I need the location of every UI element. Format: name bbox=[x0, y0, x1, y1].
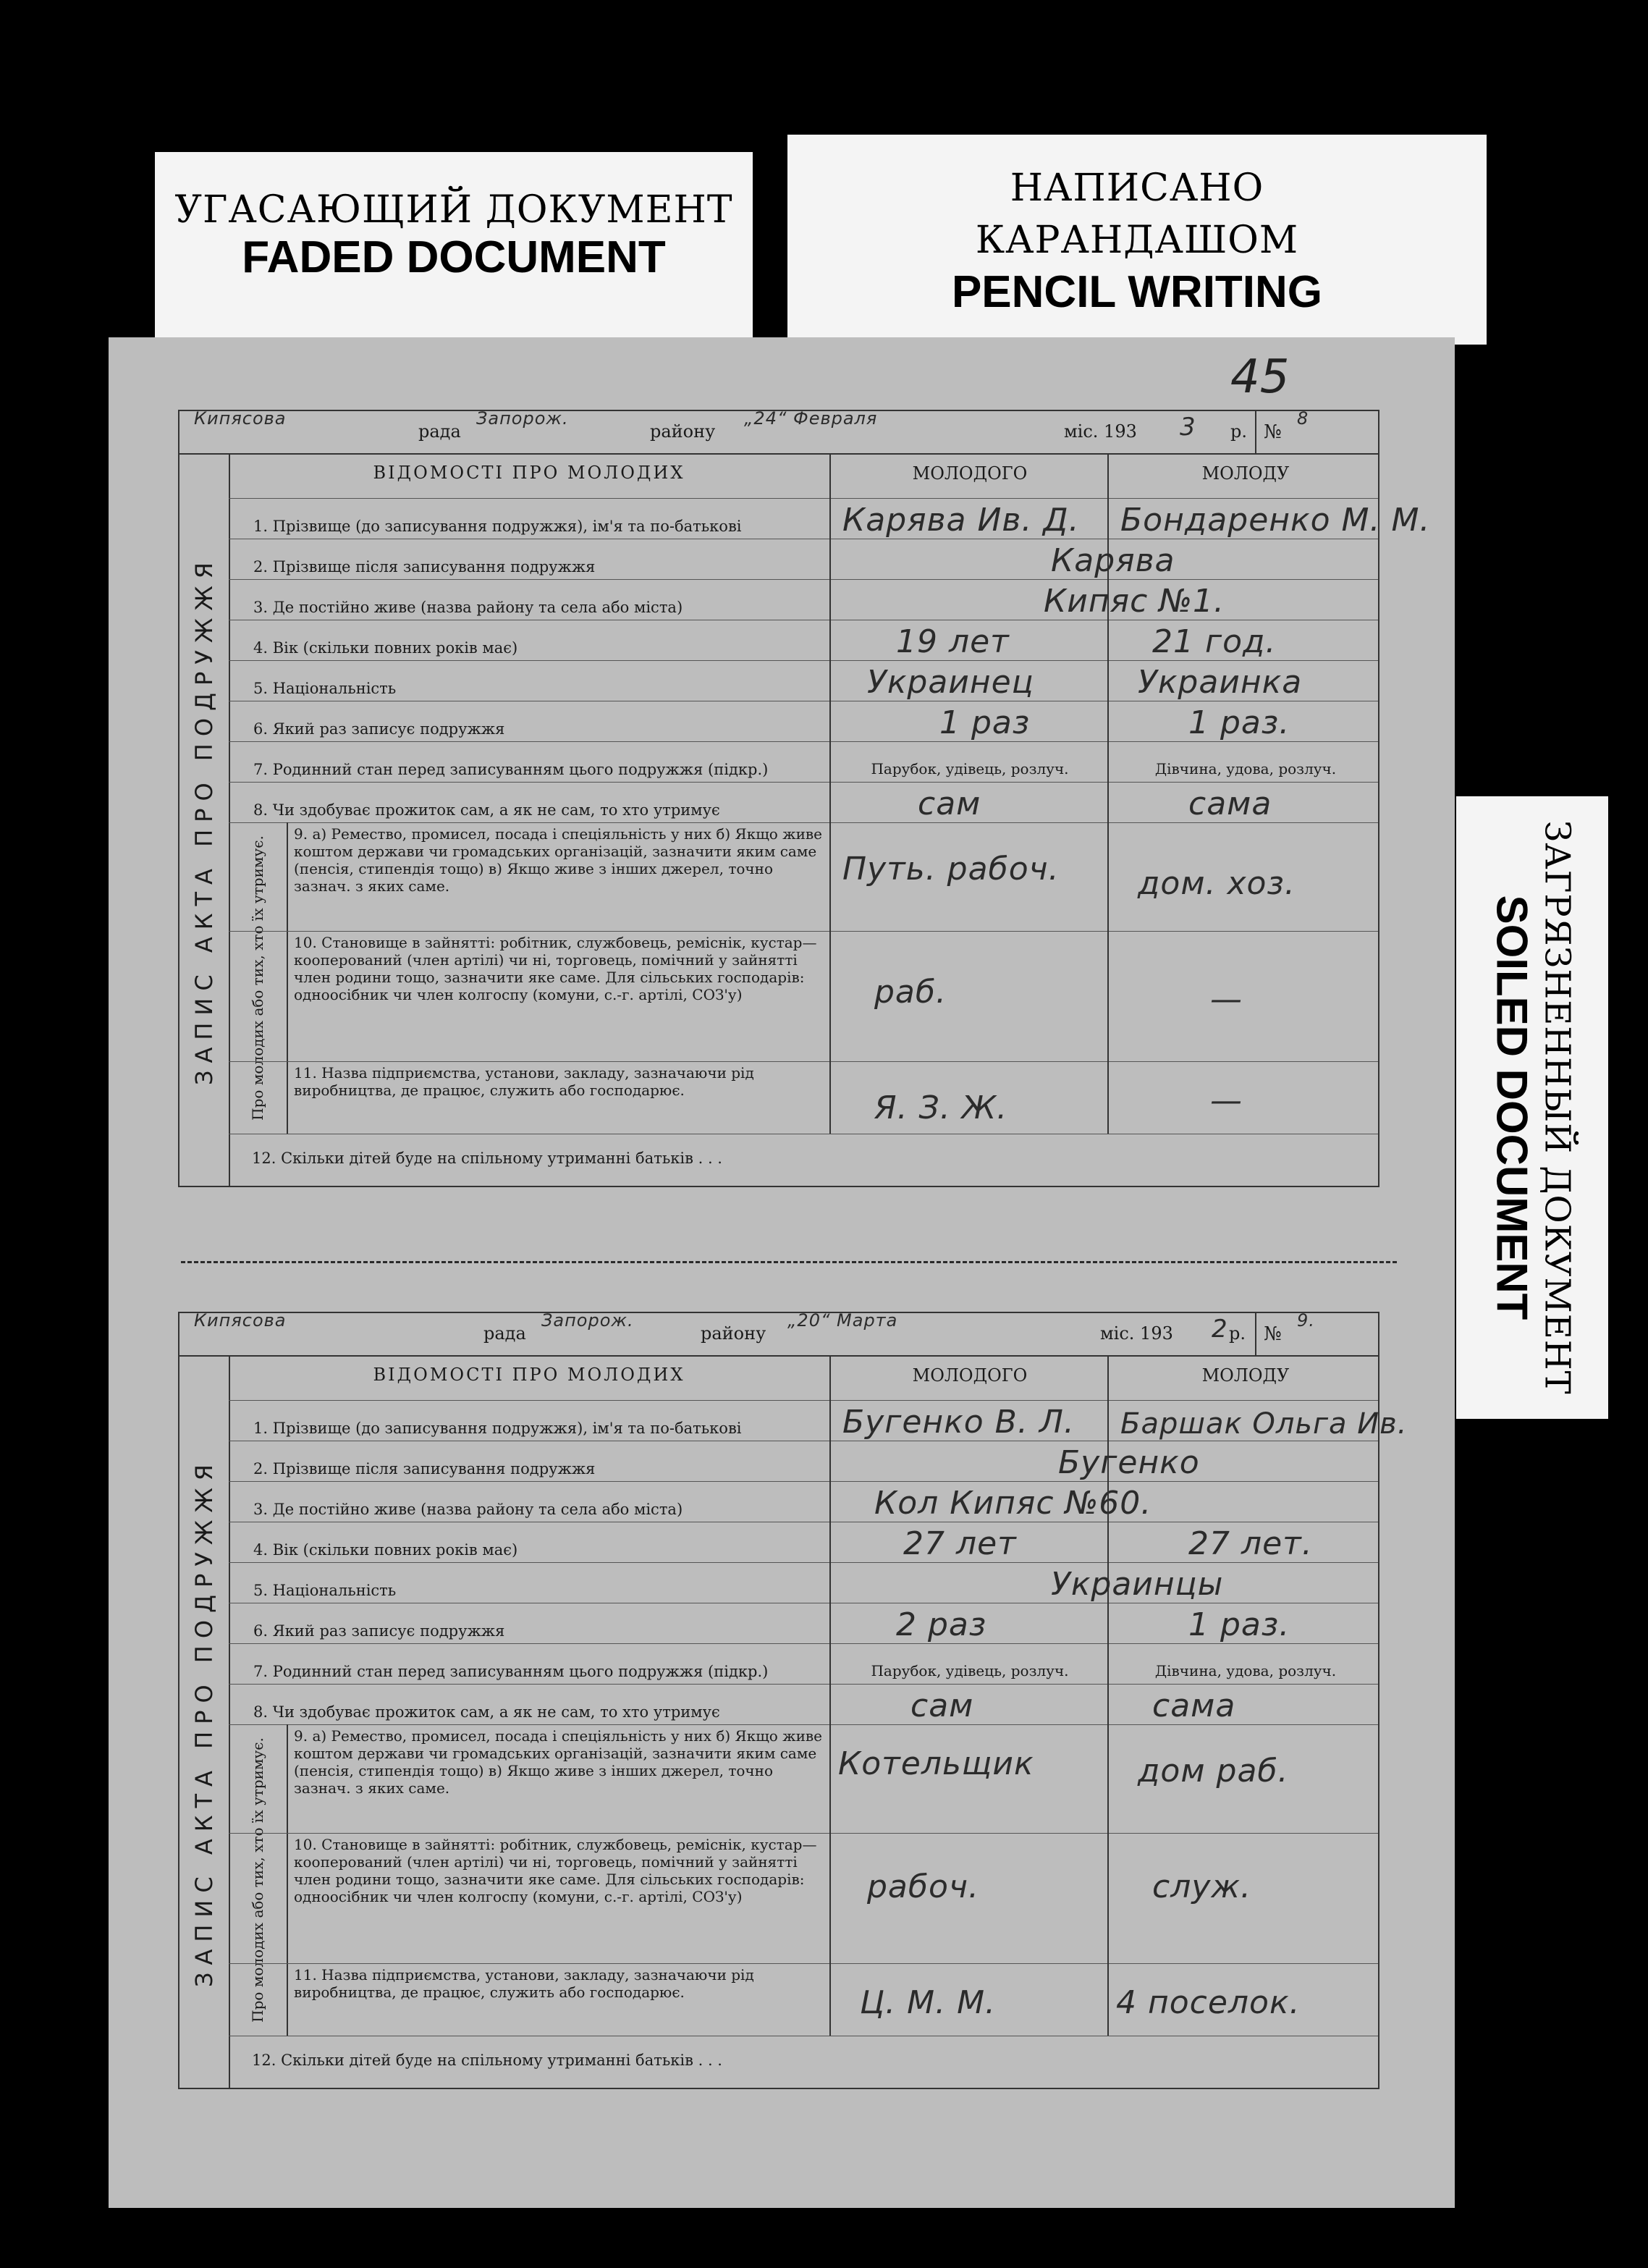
table-head-row bbox=[229, 455, 1378, 499]
residence: Кол Кипяс №60. bbox=[874, 1485, 1152, 1522]
record-1-side-title: ЗАПИС АКТА ПРО ПОДРУЖЖЯ bbox=[179, 455, 230, 1186]
row-support: 8. Чи здобуває прожиток сам, а як не сам, то хто утримує сам сама bbox=[229, 1684, 1378, 1725]
record-2-number-box bbox=[1255, 1310, 1378, 1357]
row-marital: 7. Родинний стан перед записуванням цього подружжя (підкр.) Парубок, удівець, розлуч. Дівчина, удова, розлуч. bbox=[229, 1643, 1378, 1685]
record-1-table bbox=[178, 453, 1431, 1187]
bride-age: 21 год. bbox=[1152, 623, 1277, 660]
residence: Кипяс №1. bbox=[1044, 583, 1225, 620]
groom-occupation: Котельщик bbox=[838, 1745, 1034, 1782]
rayon-label: району bbox=[650, 421, 716, 442]
bride-support: сама bbox=[1188, 785, 1272, 822]
rada-label: рада bbox=[483, 1323, 526, 1344]
row-status: 10. Становище в зайнятті: робітник, службовець, реміснік, кустар—кооперований (член артілі) чи ні, торговець, помічний у зайнятті член родини тощо, зазначити яке саме. Для сільських господарів: одноосібник чи член колгоспу (комуни, с.-г. артілі, СОЗ'у) рабоч. служ. bbox=[229, 1833, 1378, 1964]
record-1-village: Кипясова bbox=[194, 408, 287, 429]
row-workplace: 11. Назва підприємства, установи, закладу, зазначаючи рід виробництва, де працює, служить або господарює. Я. З. Ж. — bbox=[229, 1061, 1378, 1134]
row-support: 8. Чи здобуває прожиток сам, а як не сам, то хто утримує сам сама bbox=[229, 782, 1378, 823]
groom-support: сам bbox=[918, 785, 981, 822]
pencil-label-en: PENCIL WRITING bbox=[951, 267, 1323, 317]
bride-name: Баршак Ольга Ив. bbox=[1120, 1407, 1408, 1441]
groom-age: 19 лет bbox=[896, 623, 1010, 660]
record-2-number: 9. bbox=[1297, 1310, 1315, 1331]
row-name: 1. Прізвище (до записування подружжя), ім'я та по-батькові Бугенко В. Л. Баршак Ольга Ив. bbox=[229, 1400, 1378, 1441]
row-residence: 3. Де постійно живе (назва району та села або міста) Кол Кипяс №60. bbox=[229, 1481, 1378, 1522]
nationality: Украинцы bbox=[1051, 1566, 1224, 1603]
rada-label: рада bbox=[418, 421, 461, 442]
record-1 bbox=[178, 408, 1431, 1206]
r-label: р. bbox=[1229, 1323, 1246, 1344]
bride-nationality: Украинка bbox=[1138, 664, 1303, 701]
head-groom: МОЛОДОГО bbox=[912, 1365, 1028, 1386]
row-occupation: 9. а) Ремество, промисел, посада і спеціяльність у них б) Якщо живе коштом держави чи громадських організацій, зазначити яким саме (пенсія, стипендія тощо) в) Якщо живе з інших джерел, точно зазнач. з яких саме. Путь. рабоч. дом. хоз. bbox=[229, 822, 1378, 932]
row-age: 4. Вік (скільки повних років має) 19 лет 21 год. bbox=[229, 620, 1378, 661]
head-bride: МОЛОДУ bbox=[1201, 463, 1290, 484]
record-2-date: „20“ Марта bbox=[787, 1310, 898, 1331]
row-times: 6. Який раз записує подружжя 2 раз 1 раз. bbox=[229, 1603, 1378, 1644]
bride-surname-after: Карява bbox=[1051, 542, 1175, 579]
pencil-label-ru-1: НАПИСАНО bbox=[1010, 166, 1264, 210]
head-question: ВІДОМОСТІ ПРО МОЛОДИХ bbox=[373, 463, 685, 483]
row-surname-after: 2. Прізвище після записування подружжя Бугенко bbox=[229, 1441, 1378, 1482]
groom-occupation: Путь. рабоч. bbox=[842, 851, 1060, 888]
row-marital: 7. Родинний стан перед записуванням цього подружжя (підкр.) Парубок, удівець, розлуч. Дівчина, удова, розлуч. bbox=[229, 741, 1378, 783]
row-times: 6. Який раз записує подружжя 1 раз 1 раз. bbox=[229, 701, 1378, 742]
record-1-header bbox=[178, 410, 1379, 455]
record-1-sub-side: Про молодих або тих, хто їх утримує. bbox=[229, 822, 288, 1134]
row-age: 4. Вік (скільки повних років має) 27 лет 27 лет. bbox=[229, 1522, 1378, 1563]
faded-label-ru: УГАСАЮЩИЙ ДОКУМЕНТ bbox=[174, 188, 733, 232]
groom-workplace: Я. З. Ж. bbox=[874, 1089, 1008, 1126]
head-bride: МОЛОДУ bbox=[1201, 1365, 1290, 1386]
head-groom: МОЛОДОГО bbox=[912, 463, 1028, 484]
page-number: 45 bbox=[1230, 350, 1290, 404]
row-nationality: 5. Національність Украинцы bbox=[229, 1562, 1378, 1603]
record-2-sub-side: Про молодих або тих, хто їх утримує. bbox=[229, 1724, 288, 2036]
record-1-number-box bbox=[1255, 408, 1378, 455]
row-status: 10. Становище в зайнятті: робітник, службовець, реміснік, кустар—кооперований (член артілі) чи ні, торговець, помічний у зайнятті член родини тощо, зазначити яке саме. Для сільських господарів: одноосібник чи член колгоспу (комуни, с.-г. артілі, СОЗ'у) раб. — bbox=[229, 931, 1378, 1062]
bride-surname-after: Бугенко bbox=[1058, 1444, 1200, 1481]
bride-occupation: дом. хоз. bbox=[1138, 865, 1296, 902]
table-head-row bbox=[229, 1357, 1378, 1401]
rayon-label: району bbox=[701, 1323, 766, 1344]
record-1-year-digit: 3 bbox=[1180, 413, 1196, 442]
bride-age: 27 лет. bbox=[1188, 1525, 1313, 1562]
record-2-district: Запорож. bbox=[541, 1310, 634, 1331]
row-workplace: 11. Назва підприємства, установи, закладу, зазначаючи рід виробництва, де працює, служить або господарює. Ц. М. М. 4 поселок. bbox=[229, 1963, 1378, 2036]
row-name: 1. Прізвище (до записування подружжя), ім'я та по-батькові Карява Ив. Д. Бондаренко М. М. bbox=[229, 498, 1378, 539]
children-question: 12. Скільки дітей буде на спільному утриманні батьків . . . bbox=[252, 1150, 722, 1167]
bride-status: — bbox=[1210, 981, 1243, 1018]
bride-times: 1 раз. bbox=[1188, 1606, 1290, 1643]
row-nationality: 5. Національність Украинец Украинка bbox=[229, 660, 1378, 701]
row-surname-after: 2. Прізвище після записування подружжя Карява bbox=[229, 539, 1378, 580]
bride-times: 1 раз. bbox=[1188, 704, 1290, 741]
month-year-label: міс. 193 bbox=[1100, 1323, 1173, 1344]
bride-name: Бондаренко М. М. bbox=[1120, 502, 1431, 539]
record-2-year-digit: 2 bbox=[1212, 1315, 1228, 1344]
bride-occupation: дом раб. bbox=[1138, 1753, 1289, 1789]
record-2-table bbox=[178, 1355, 1408, 2089]
soiled-document-label bbox=[1456, 796, 1608, 1419]
groom-support: сам bbox=[910, 1687, 974, 1724]
groom-times: 2 раз bbox=[896, 1606, 987, 1643]
cut-line bbox=[181, 1261, 1397, 1263]
groom-workplace: Ц. М. М. bbox=[860, 1984, 997, 2021]
number-label: № bbox=[1264, 421, 1282, 443]
month-year-label: міс. 193 bbox=[1064, 421, 1137, 442]
groom-nationality: Украинец bbox=[867, 664, 1034, 701]
bride-workplace: 4 поселок. bbox=[1116, 1984, 1301, 2021]
soiled-label-en: SOILED DOCUMENT bbox=[1487, 895, 1537, 1320]
bride-workplace: — bbox=[1210, 1082, 1243, 1119]
r-label: р. bbox=[1230, 421, 1247, 442]
record-2 bbox=[178, 1310, 1408, 2108]
bride-status: служ. bbox=[1152, 1868, 1251, 1905]
pencil-label-ru-2: КАРАНДАШОМ bbox=[975, 219, 1299, 262]
groom-status: рабоч. bbox=[867, 1868, 979, 1905]
pencil-writing-label bbox=[787, 135, 1487, 345]
groom-times: 1 раз bbox=[939, 704, 1031, 741]
record-2-header bbox=[178, 1312, 1379, 1357]
record-1-number: 8 bbox=[1297, 408, 1309, 429]
groom-name: Карява Ив. Д. bbox=[842, 502, 1080, 539]
row-occupation: 9. а) Ремество, промисел, посада і спеціяльність у них б) Якщо живе коштом держави чи громадських організацій, зазначити яким саме (пенсія, стипендія тощо) в) Якщо живе з інших джерел, точно зазнач. з яких саме. Котельщик дом раб. bbox=[229, 1724, 1378, 1834]
row-residence: 3. Де постійно живе (назва району та села або міста) Кипяс №1. bbox=[229, 579, 1378, 620]
record-1-date: „24“ Февраля bbox=[744, 408, 878, 429]
soiled-label-ru: ЗАГРЯЗНЕННЫЙ ДОКУМЕНТ bbox=[1537, 820, 1578, 1395]
faded-label-en: FADED DOCUMENT bbox=[242, 232, 666, 282]
head-question: ВІДОМОСТІ ПРО МОЛОДИХ bbox=[373, 1365, 685, 1385]
bride-support: сама bbox=[1152, 1687, 1236, 1724]
record-1-district: Запорож. bbox=[476, 408, 569, 429]
groom-age: 27 лет bbox=[903, 1525, 1017, 1562]
groom-status: раб. bbox=[874, 974, 947, 1011]
record-2-village: Кипясова bbox=[194, 1310, 287, 1331]
number-label: № bbox=[1264, 1323, 1282, 1345]
groom-name: Бугенко В. Л. bbox=[842, 1404, 1075, 1441]
children-question: 12. Скільки дітей буде на спільному утриманні батьків . . . bbox=[252, 2052, 722, 2069]
faded-document-label bbox=[155, 152, 753, 347]
record-2-side-title: ЗАПИС АКТА ПРО ПОДРУЖЖЯ bbox=[179, 1357, 230, 2088]
